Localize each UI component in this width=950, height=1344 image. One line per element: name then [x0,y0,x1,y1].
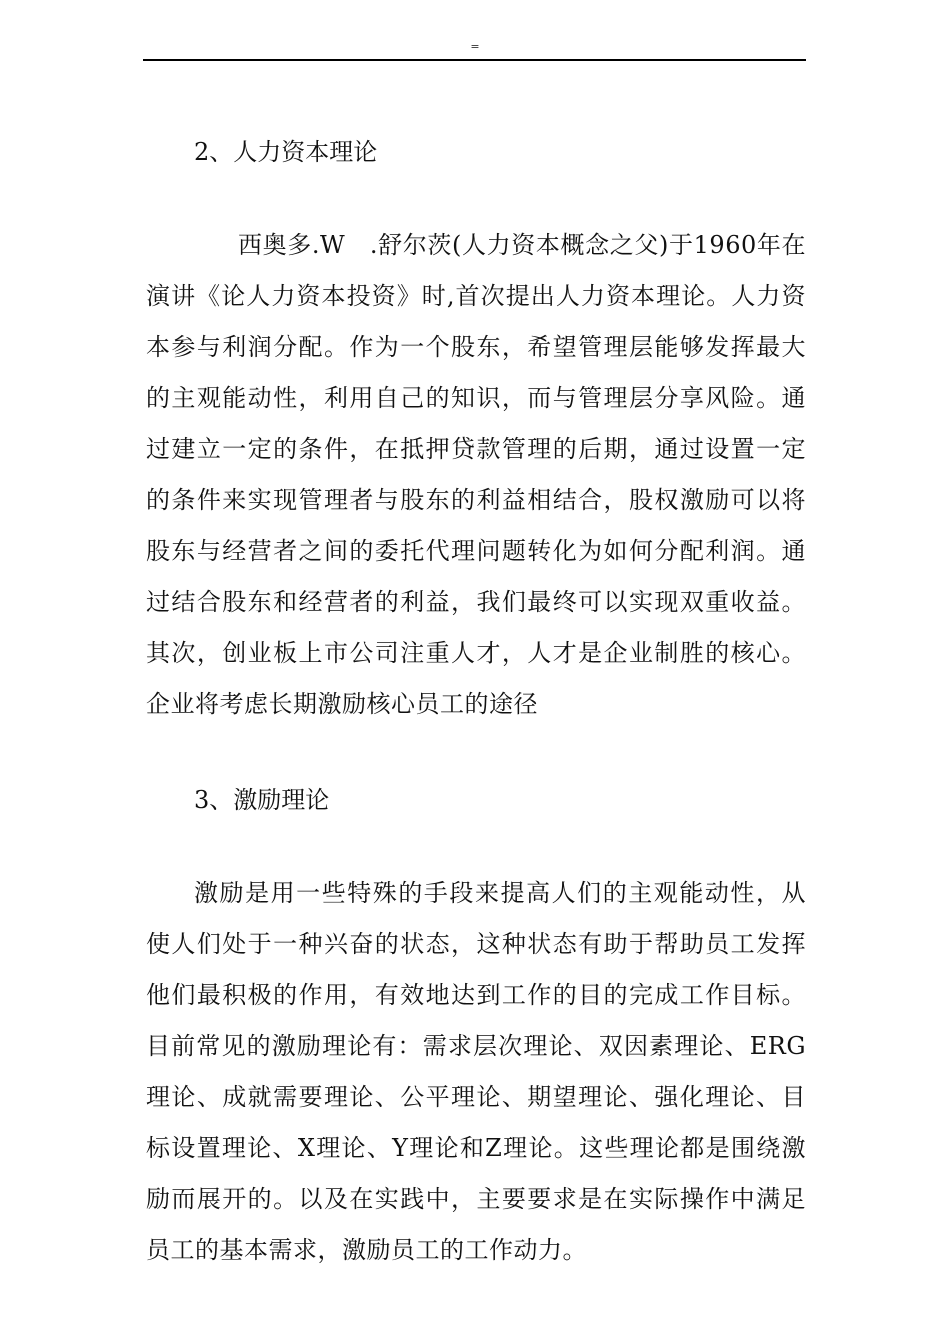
section-heading-human-capital: 2、人力资本理论 [194,138,378,166]
section-heading-incentive: 3、激励理论 [194,786,330,814]
paragraph-human-capital: 西奥多.W .舒尔茨(人力资本概念之父)于1960年在演讲《论人力资本投资》时,首次提出人力资本理论。人力资本参与利润分配。作为一个股东，希望管理层能够发挥最大的主观能动性，利用自己的知识，而与管理层分享风险。通过建立一定的条件，在抵押贷款管理的后期，通过设置一定的条件来实现管理者与股东的利益相结合，股权激励可以将股东与经营者之间的委托代理问题转化为如何分配利润。通过结合股东和经营者的利益，我们最终可以实现双重收益。其次，创业板上市公司注重人才，人才是企业制胜的核心。企业将考虑长期激励核心员工的途径 [146,231,806,718]
page-header-mark: = [470,40,480,53]
header-divider [143,59,806,61]
document-body [146,128,806,1276]
paragraph-incentive: 激励是用一些特殊的手段来提高人们的主观能动性，从使人们处于一种兴奋的状态，这种状态有助于帮助员工发挥他们最积极的作用，有效地达到工作的目的完成工作目标。目前常见的激励理论有：需求层次理论、双因素理论、ERG理论、成就需要理论、公平理论、期望理论、强化理论、目标设置理论、X理论、Y理论和Z理论。这些理论都是围绕激励而展开的。以及在实践中，主要要求是在实际操作中满足员工的基本需求，激励员工的工作动力。 [146,879,806,1264]
